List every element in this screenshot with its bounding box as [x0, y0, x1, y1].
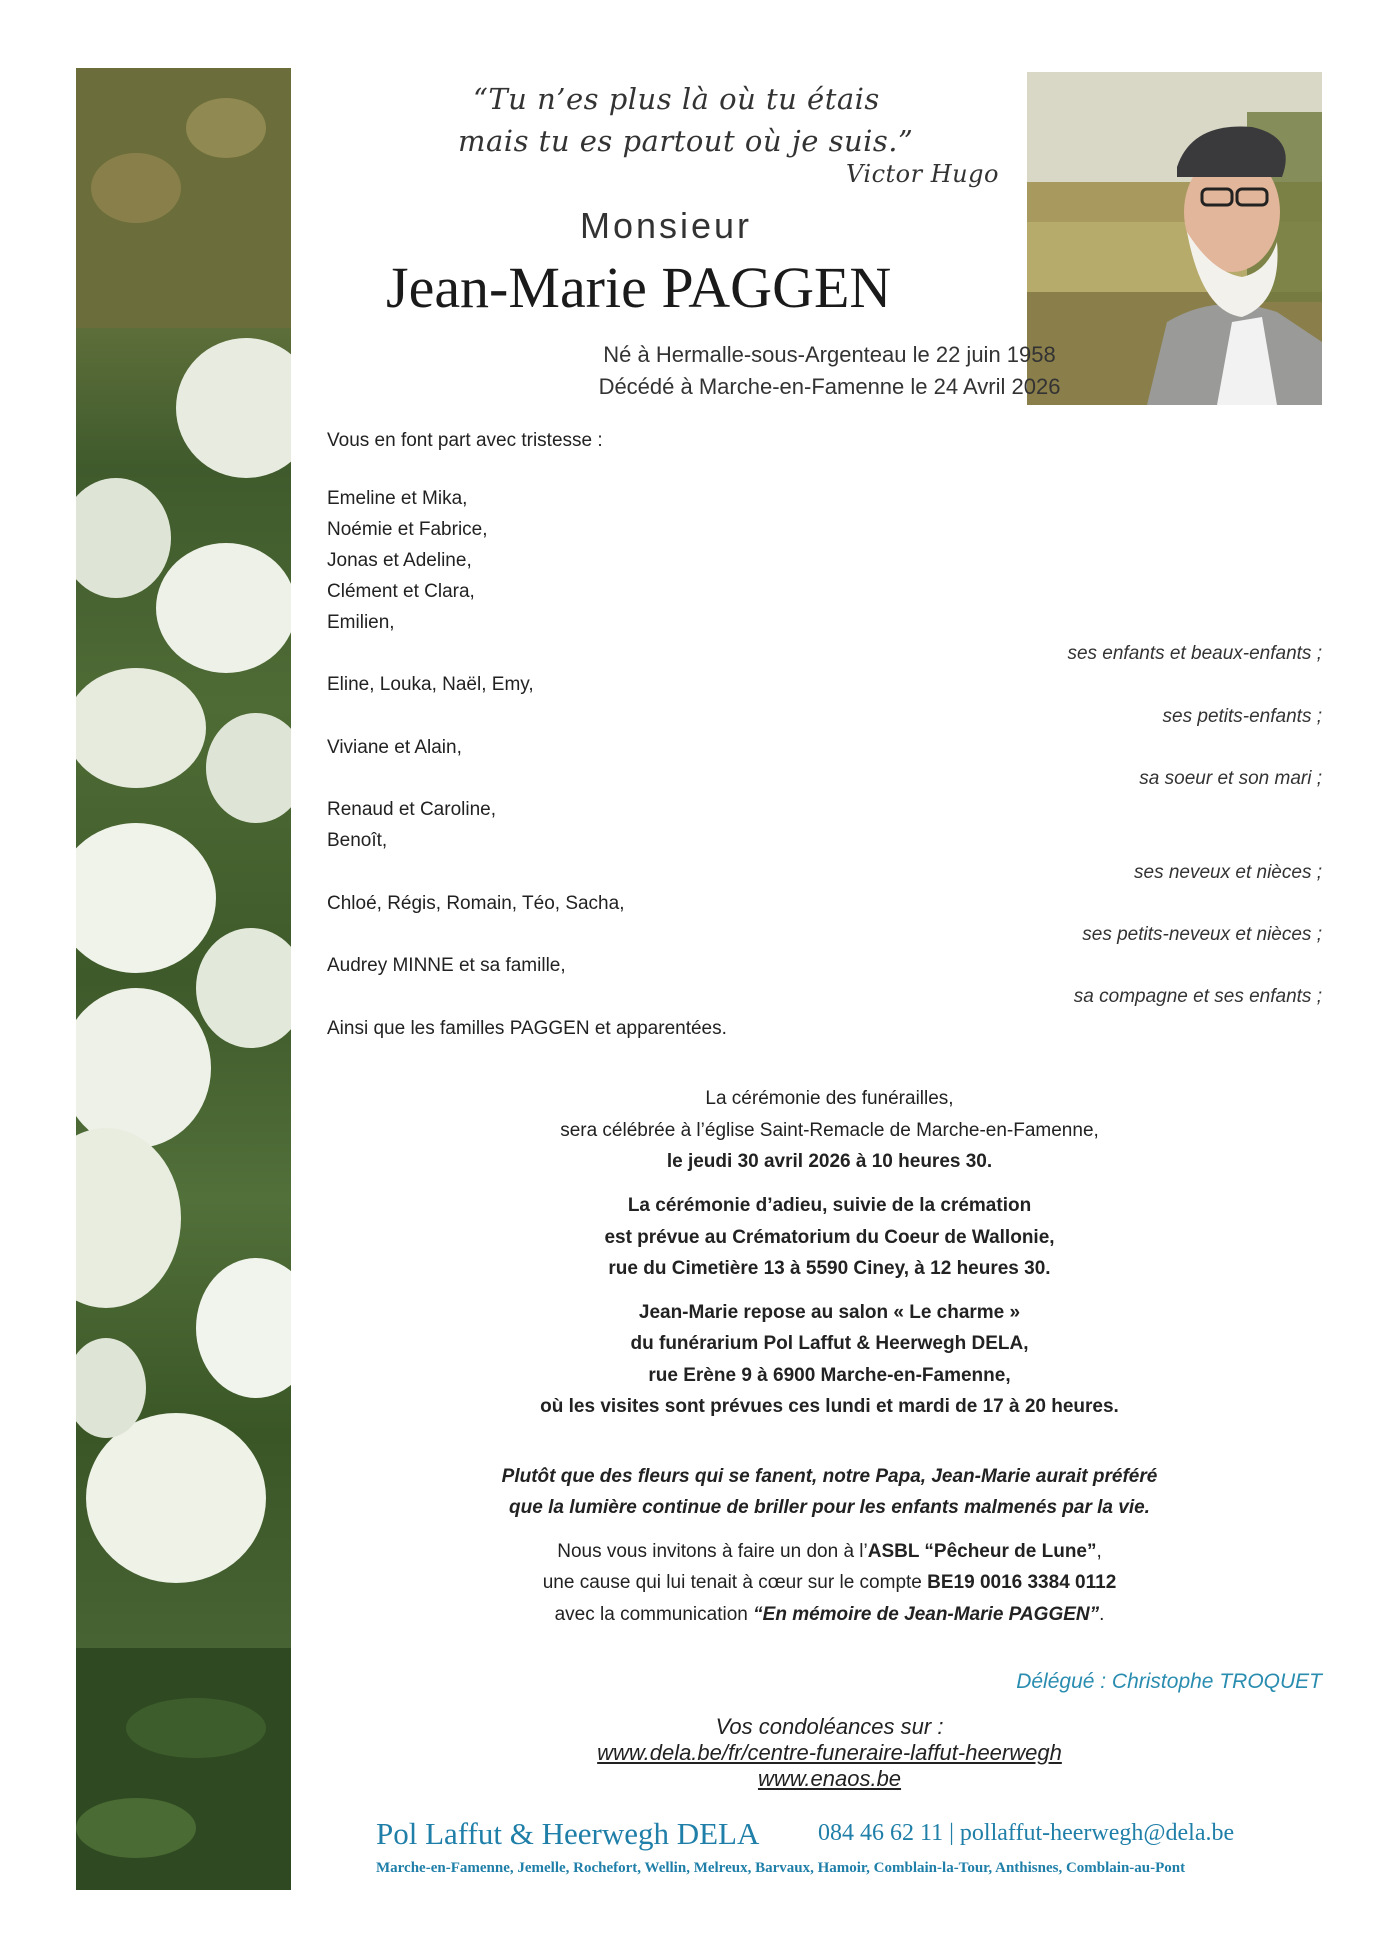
footer-brand-logo: Pol Laffut & Heerwegh DELA [376, 1816, 760, 1851]
ceremony-line: La cérémonie des funérailles, [705, 1088, 954, 1109]
family-line: Renaud et Caroline, [327, 799, 496, 820]
footer-places: Marche-en-Famenne, Jemelle, Rochefort, Wellin, Melreux, Barvaux, Hamoir, Comblain-la-Tour, Anthisnes, Comblain-au-Pont [376, 1860, 1186, 1876]
salon-line: Jean-Marie repose au salon « Le charme » [638, 1302, 1021, 1323]
invite-text: Nous vous invitons à faire un don à l’ [557, 1541, 868, 1562]
condolences-link-enaos[interactable]: www.enaos.be [757, 1766, 902, 1791]
communication-text: avec la communication [554, 1604, 754, 1625]
footer-contact: 084 46 62 11 | pollaffut-heerwegh@dela.be [818, 1820, 1235, 1846]
donation-communication [327, 1604, 1332, 1626]
family-intro: Vous en font part avec tristesse : [327, 430, 603, 451]
deceased-name: Jean-Marie PAGGEN [386, 255, 892, 320]
communication-value: “En mémoire de Jean-Marie PAGGEN” [753, 1604, 1100, 1625]
family-line: Eline, Louka, Naël, Emy, [327, 674, 534, 695]
asbl-name: ASBL “Pêcheur de Lune” [867, 1541, 1097, 1562]
family-line: Chloé, Régis, Romain, Téo, Sacha, [327, 893, 625, 914]
relation-label: sa soeur et son mari ; [1139, 768, 1322, 789]
adieu-line: rue du Cimetière 13 à 5590 Ciney, à 12 heures 30. [608, 1258, 1051, 1279]
hydrangea-photo [76, 68, 291, 1890]
donation-account [327, 1572, 1332, 1594]
invite-text: , [1096, 1541, 1102, 1562]
honorific: Monsieur [579, 205, 753, 246]
relation-label: ses petits-enfants ; [1162, 706, 1322, 727]
relation-label: sa compagne et ses enfants ; [1073, 986, 1322, 1007]
quote-author: Victor Hugo [846, 160, 999, 188]
family-line: Viviane et Alain, [327, 737, 462, 758]
birth-info: Né à Hermalle-sous-Argenteau le 22 juin 1958 [603, 342, 1056, 367]
ceremony-line: sera célébrée à l’église Saint-Remacle de Marche-en-Famenne, [560, 1120, 1099, 1141]
relation-label: ses petits-neveux et nièces ; [1082, 924, 1322, 945]
family-line: Emilien, [327, 612, 395, 633]
donation-invite [327, 1541, 1332, 1563]
adieu-line: est prévue au Crématorium du Coeur de Wallonie, [604, 1227, 1055, 1248]
relation-label: ses neveux et nièces ; [1134, 862, 1322, 883]
quote-line-2: mais tu es partout où je suis.” [458, 124, 914, 158]
family-line: Noémie et Fabrice, [327, 519, 488, 540]
condolences-link-dela[interactable]: www.dela.be/fr/centre-funeraire-laffut-heerwegh [597, 1740, 1062, 1765]
family-line: Benoît, [327, 830, 388, 851]
adieu-line: La cérémonie d’adieu, suivie de la crémation [627, 1195, 1032, 1216]
family-line: Jonas et Adeline, [327, 550, 472, 571]
family-line: Ainsi que les familles PAGGEN et apparentées. [327, 1018, 727, 1039]
condolences-label: Vos condoléances sur : [715, 1714, 944, 1739]
family-line: Clément et Clara, [327, 581, 475, 602]
family-line: Audrey MINNE et sa famille, [327, 955, 566, 976]
salon-line: du funérarium Pol Laffut & Heerwegh DELA, [630, 1333, 1029, 1354]
relation-label: ses enfants et beaux-enfants ; [1067, 643, 1322, 664]
wish-line: Plutôt que des fleurs qui se fanent, notre Papa, Jean-Marie aurait préféré [501, 1466, 1158, 1487]
delegue: Délégué : Christophe TROQUET [1016, 1670, 1322, 1693]
wish-line: que la lumière continue de briller pour les enfants malmenés par la vie. [509, 1497, 1150, 1518]
salon-line: où les visites sont prévues ces lundi et mardi de 17 à 20 heures. [540, 1396, 1119, 1417]
family-line: Emeline et Mika, [327, 488, 468, 509]
death-info: Décédé à Marche-en-Famenne le 24 Avril 2026 [598, 374, 1061, 399]
account-number: BE19 0016 3384 0112 [927, 1572, 1117, 1593]
ceremony-date: le jeudi 30 avril 2026 à 10 heures 30. [666, 1151, 993, 1172]
salon-line: rue Erène 9 à 6900 Marche-en-Famenne, [648, 1365, 1011, 1386]
cause-text: une cause qui lui tenait à cœur sur le compte [542, 1572, 928, 1593]
communication-text: . [1099, 1604, 1105, 1625]
quote-line-1: “Tu n’es plus là où tu étais [473, 82, 880, 116]
